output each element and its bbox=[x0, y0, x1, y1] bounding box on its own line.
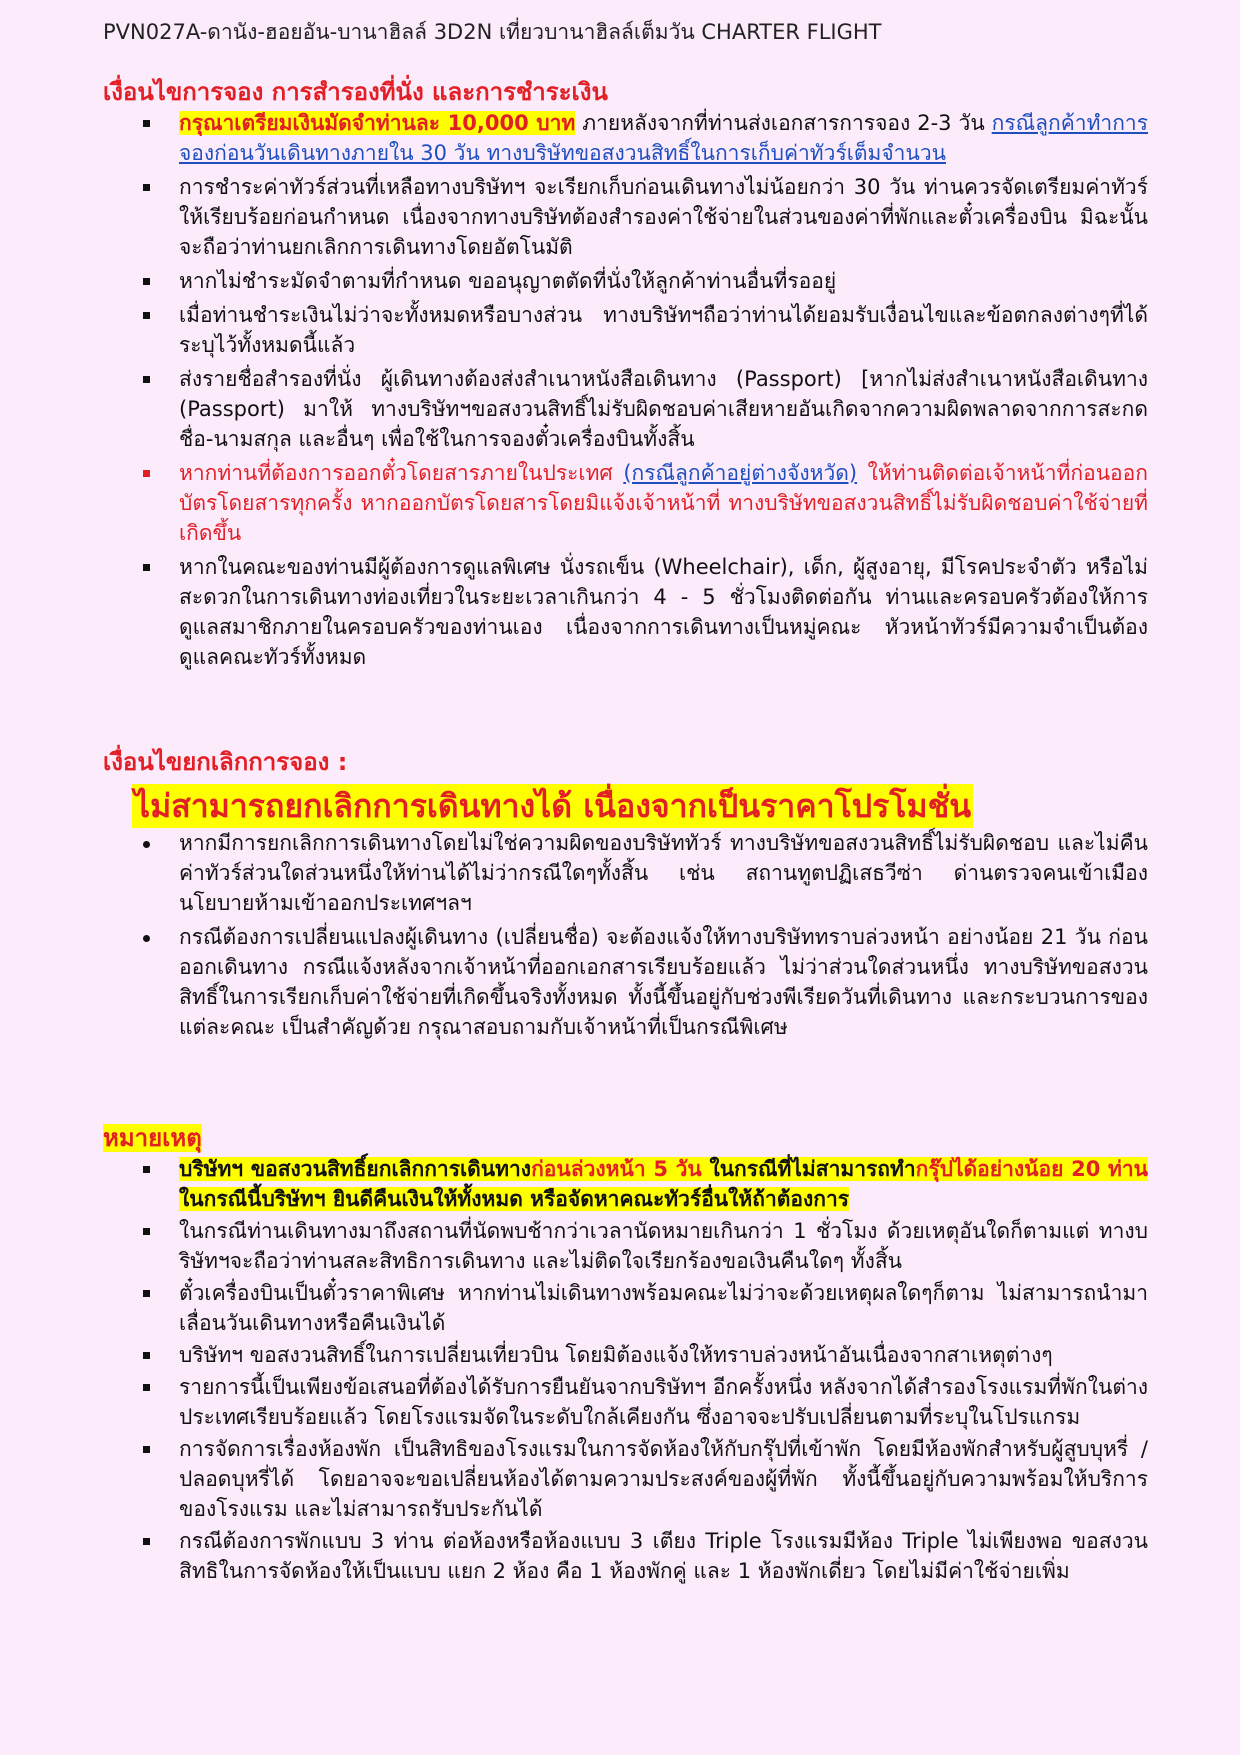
square-bullet-icon bbox=[143, 278, 150, 285]
list-item-text: หากมีการยกเลิกการเดินทางโดยไม่ใช่ความผิดของบริษัททัวร์ ทางบริษัทขอสงวนสิทธิ์ไม่รับผิดชอบ และไม่คืนค่าทัวร์ส่วนใดส่วนหนึ่งให้ท่านได้ไม่ว่ากรณีใดๆทั้งสิ้น เช่น สถานทูตปฏิเสธวีซ่า ด่านตรวจคนเข้าเมือง นโยบายห้ามเข้าออกประเทศฯลฯ bbox=[179, 831, 1148, 915]
note-text: บริษัทฯ ขอสงวนสิทธิ์ยกเลิกการเดินทาง bbox=[179, 1157, 532, 1181]
remarks-list bbox=[138, 1154, 1148, 1588]
square-bullet-icon bbox=[143, 1384, 150, 1391]
square-bullet-icon bbox=[143, 1352, 150, 1359]
cancellation-title: เงื่อนไขยกเลิกการจอง : bbox=[103, 748, 348, 776]
note-text: ในกรณีที่ไม่สามารถทำ bbox=[701, 1157, 916, 1181]
square-bullet-icon bbox=[143, 1228, 150, 1235]
list-item bbox=[138, 1216, 1148, 1276]
square-bullet-icon bbox=[143, 1290, 150, 1297]
list-item-text: หากท่านที่ต้องการออกตั๋วโดยสารภายในประเทศ bbox=[179, 461, 624, 485]
list-item-text: บริษัทฯ ขอสงวนสิทธิ์ในการเปลี่ยนเที่ยวบิน โดยมิต้องแจ้งให้ทราบล่วงหน้าอันเนื่องจากสาเหตุต่างๆ bbox=[179, 1343, 1053, 1367]
note-text-red: กรุ๊ปได้อย่างน้อย 20 ท่าน bbox=[915, 1157, 1148, 1181]
square-bullet-icon bbox=[143, 312, 150, 319]
square-bullet-icon bbox=[143, 564, 150, 571]
square-bullet-icon bbox=[143, 470, 150, 477]
square-bullet-icon bbox=[143, 1538, 150, 1545]
list-item bbox=[138, 922, 1148, 1042]
remarks-title-text: หมายเหตุ bbox=[103, 1124, 202, 1152]
list-item-text: หากไม่ชำระมัดจำตามที่กำหนด ขออนุญาตตัดที่นั่งให้ลูกค้าท่านอื่นที่รออยู่ bbox=[179, 269, 837, 293]
list-item bbox=[138, 364, 1148, 454]
list-item bbox=[138, 1372, 1148, 1432]
list-item-text: ให้ท่านติดต่อเจ้าหน้าที่ก่อนออกบัตรโดยสารทุกครั้ง หากออกบัตรโดยสารโดยมิแจ้งเจ้าหน้าที่ ทางบริษัทขอสงวนสิทธิ์ไม่รับผิดชอบค่าใช้จ่ายที่เกิดขึ้น bbox=[179, 461, 1148, 545]
list-item-text: รายการนี้เป็นเพียงข้อเสนอที่ต้องได้รับการยืนยันจากบริษัทฯ อีกครั้งหนึ่ง หลังจากได้สำรองโรงแรมที่พักในต่างประเทศเรียบร้อยแล้ว โดยโรงแรมจัดในระดับใกล้เคียงกัน ซึ่งอาจจะปรับเปลี่ยนตามที่ระบุในโปรแกรม bbox=[179, 1375, 1148, 1429]
round-bullet-icon bbox=[143, 935, 150, 942]
list-item bbox=[138, 1154, 1148, 1214]
list-item-text: ตั๋วเครื่องบินเป็นตั๋วราคาพิเศษ หากท่านไม่เดินทางพร้อมคณะไม่ว่าจะด้วยเหตุผลใดๆก็ตาม ไม่สามารถนำมาเลื่อนวันเดินทางหรือคืนเงินได้ bbox=[179, 1281, 1148, 1335]
list-item bbox=[138, 108, 1148, 168]
list-item-text: ในกรณีท่านเดินทางมาถึงสถานที่นัดพบช้ากว่าเวลานัดหมายเกินกว่า 1 ชั่วโมง ด้วยเหตุอันใดก็ตามแต่ ทางบริษัทฯจะถือว่าท่านสละสิทธิการเดินทาง และไม่ติดใจเรียกร้องขอเงินคืนใดๆ ทั้งสิ้น bbox=[179, 1219, 1148, 1273]
list-item bbox=[138, 1278, 1148, 1338]
list-item bbox=[138, 266, 1148, 296]
full-payment-link[interactable]: กรณีลูกค้าทำการจองก่อนวันเดินทางภายใน 30 วัน ทางบริษัทขอสงวนสิทธิ์ในการเก็บค่าทัวร์เต็มจำนวน bbox=[179, 111, 1148, 165]
list-item bbox=[138, 1526, 1148, 1586]
list-item bbox=[138, 828, 1148, 918]
list-item-text: การชำระค่าทัวร์ส่วนที่เหลือทางบริษัทฯ จะเรียกเก็บก่อนเดินทางไม่น้อยกว่า 30 วัน ท่านควรจัดเตรียมค่าทัวร์ให้เรียบร้อยก่อนกำหนด เนื่องจากทางบริษัทต้องสำรองค่าใช้จ่ายในส่วนของค่าที่พักและตั๋วเครื่องบิน มิฉะนั้นจะถือว่าท่านยกเลิกการเดินทางโดยอัตโนมัติ bbox=[179, 175, 1148, 259]
list-item bbox=[138, 1340, 1148, 1370]
list-item-text: หากในคณะของท่านมีผู้ต้องการดูแลพิเศษ นั่งรถเข็น (Wheelchair), เด็ก, ผู้สูงอายุ, มีโรคประจำตัว หรือไม่สะดวกในการเดินทางท่องเที่ยวในระยะเวลาเกินกว่า 4 - 5 ชั่วโมงติดต่อกัน ท่านและครอบครัวต้องให้การดูแลสมาชิกภายในครอบครัวของท่านเอง เนื่องจากการเดินทางเป็นหมู่คณะ หัวหน้าทัวร์มีความจำเป็นต้องดูแลคณะทัวร์ทั้งหมด bbox=[179, 555, 1148, 669]
list-item bbox=[138, 1434, 1148, 1524]
deposit-highlight: กรุณาเตรียมเงินมัดจำท่านละ 10,000 บาท bbox=[179, 111, 576, 135]
list-item bbox=[138, 458, 1148, 548]
list-item-text: กรณีต้องการพักแบบ 3 ท่าน ต่อห้องหรือห้องแบบ 3 เตียง Triple โรงแรมมีห้อง Triple ไม่เพียงพอ ขอสงวนสิทธิในการจัดห้องให้เป็นแบบ แยก 2 ห้อง คือ 1 ห้องพักคู่ และ 1 ห้องพักเดี่ยว โดยไม่มีค่าใช้จ่ายเพิ่ม bbox=[179, 1529, 1148, 1583]
remarks-title bbox=[103, 1122, 202, 1154]
list-item bbox=[138, 552, 1148, 672]
booking-conditions-list bbox=[138, 108, 1148, 676]
list-item bbox=[138, 172, 1148, 262]
note-text: ในกรณีนี้บริษัทฯ ยินดีคืนเงินให้ทั้งหมด หรือจัดหาคณะทัวร์อื่นให้ถ้าต้องการ bbox=[179, 1187, 850, 1211]
cancellation-list bbox=[138, 828, 1148, 1046]
square-bullet-icon bbox=[143, 120, 150, 127]
out-of-province-link[interactable]: (กรณีลูกค้าอยู่ต่างจังหวัด) bbox=[623, 461, 858, 485]
document-header: PVN027A-ดานัง-ฮอยอัน-บานาฮิลล์ 3D2N เที่ยวบานาฮิลล์เต็มวัน CHARTER FLIGHT bbox=[103, 20, 882, 44]
list-item-text: กรณีต้องการเปลี่ยนแปลงผู้เดินทาง (เปลี่ยนชื่อ) จะต้องแจ้งให้ทางบริษัททราบล่วงหน้า อย่างน้อย 21 วัน ก่อนออกเดินทาง กรณีแจ้งหลังจากเจ้าหน้าที่ออกเอกสารเรียบร้อยแล้ว ไม่ว่าส่วนใดส่วนหนึ่ง ทางบริษัทขอสงวนสิทธิ์ในการเรียกเก็บค่าใช้จ่ายที่เกิดขึ้นจริงทั้งหมด ทั้งนี้ขึ้นอยู่กับช่วงพีเรียดวันที่เดินทาง และกระบวนการของแต่ละคณะ เป็นสำคัญด้วย กรุณาสอบถามกับเจ้าหน้าที่เป็นกรณีพิเศษ bbox=[179, 925, 1148, 1039]
square-bullet-icon bbox=[143, 376, 150, 383]
list-item bbox=[138, 300, 1148, 360]
promotion-banner: ไม่สามารถยกเลิกการเดินทางได้ เนื่องจากเป็นราคาโปรโมชั่น bbox=[132, 784, 973, 828]
square-bullet-icon bbox=[143, 1446, 150, 1453]
list-item-text: เมื่อท่านชำระเงินไม่ว่าจะทั้งหมดหรือบางส่วน ทางบริษัทฯถือว่าท่านได้ยอมรับเงื่อนไขและข้อตกลงต่างๆที่ได้ระบุไว้ทั้งหมดนี้แล้ว bbox=[179, 303, 1148, 357]
deposit-text: ภายหลังจากที่ท่านส่งเอกสารการจอง 2-3 วัน bbox=[575, 111, 992, 135]
list-item-text: การจัดการเรื่องห้องพัก เป็นสิทธิของโรงแรมในการจัดห้องให้กับกรุ๊ปที่เข้าพัก โดยมีห้องพักสำหรับผู้สูบบุหรี่ / ปลอดบุหรี่ได้ โดยอาจจะขอเปลี่ยนห้องได้ตามความประสงค์ของผู้ที่พัก ทั้งนี้ขึ้นอยู่กับความพร้อมให้บริการของโรงแรม และไม่สามารถรับประกันได้ bbox=[179, 1437, 1148, 1521]
booking-conditions-title: เงื่อนไขการจอง การสำรองที่นั่ง และการชำระเงิน bbox=[103, 78, 608, 106]
square-bullet-icon bbox=[143, 184, 150, 191]
square-bullet-icon bbox=[143, 1166, 150, 1173]
list-item-text: ส่งรายชื่อสำรองที่นั่ง ผู้เดินทางต้องส่งสำเนาหนังสือเดินทาง (Passport) [หากไม่ส่งสำเนาหนังสือเดินทาง (Passport) มาให้ ทางบริษัทฯขอสงวนสิทธิ์ไม่รับผิดชอบค่าเสียหายอันเกิดจากความผิดพลาดจากการสะกดชื่อ-นามสกุล และอื่นๆ เพื่อใช้ในการจองตั๋วเครื่องบินทั้งสิ้น bbox=[179, 367, 1148, 451]
round-bullet-icon bbox=[143, 841, 150, 848]
note-text-red: ก่อนล่วงหน้า 5 วัน bbox=[531, 1157, 702, 1181]
